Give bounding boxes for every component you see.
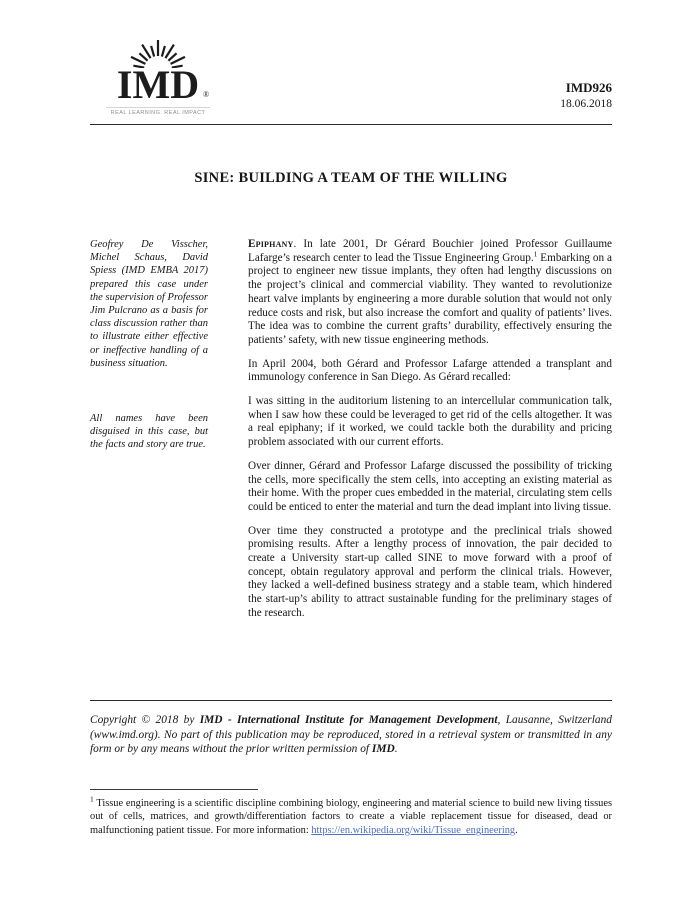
paragraph-conference: In April 2004, both Gérard and Professor Lafarge attended a transplant and immunology conference in San Diego. As Gérard recalled: <box>248 357 612 384</box>
logo-wordmark <box>116 62 210 107</box>
footnote-text <box>90 794 612 837</box>
footnote-end: . <box>515 824 518 836</box>
footnote-reference-1: 1 <box>533 248 538 258</box>
copyright-divider <box>90 700 612 701</box>
logo-text: IMD <box>116 62 200 107</box>
wikipedia-link[interactable]: https://en.wikipedia.org/wiki/Tissue_engineering <box>311 824 516 836</box>
header-divider <box>90 124 612 125</box>
copyright-notice <box>90 713 612 757</box>
footnote-divider <box>90 789 258 790</box>
content-columns <box>90 238 612 631</box>
epiphany-lead: Epiphany <box>248 238 294 250</box>
paragraph-dinner: Over dinner, Gérard and Professor Lafarge discussed the possibility of tricking the cells, more specifically the stem cells, into accepting an existing material as their home. With the proper cues embedded in the material, circulating stem cells could be enticed to enter the material and turn the dead implant into living tissue. <box>248 459 612 513</box>
paragraph-epiphany <box>248 238 612 348</box>
copyright-imd: IMD <box>371 743 395 756</box>
page-title: SINE: BUILDING A TEAM OF THE WILLING <box>194 170 508 186</box>
footnote-body: Tissue engineering is a scientific discipline combining biology, engineering and material science to build new living tissues out of cells, matrices, and growth/differentiation factors to create a viable replacement tissue for diseased, dead or malfunctioning patient tissue. For more information: <box>90 798 612 836</box>
sidebar-notes <box>90 238 208 631</box>
body-text <box>248 238 612 631</box>
paragraph-startup: Over time they constructed a prototype and the preclinical trials showed promising results. After a lengthy process of innovation, the pair decided to create a University start-up called SINE to move forward with a proof of concept, obtain regulatory approval and perform the clinical trials. However, they lacked a well-defined business strategy and a stable team, which hindered the start-up’s ability to attract sustainable funding for the preliminary stages of the research. <box>248 524 612 619</box>
copyright-imd-institute: IMD - International Institute for Management Development <box>199 714 498 726</box>
paragraph-epiphany-text: . In late 2001, Dr Gérard Bouchier joined Professor Guillaume Lafarge’s research center to lead the Tissue Engineering Group. <box>248 238 612 264</box>
attribution-note: Geofrey De Visscher, Michel Schaus, David Spiess (IMD EMBA 2017) prepared this case under the supervision of Professor Jim Pulcrano as a basis for class discussion rather than to illustrate either effective or ineffective handling of a business situation. <box>90 239 208 369</box>
block-quote: I was sitting in the auditorium listening to an intercellular communication talk, when I saw how these could be leveraged to get rid of the cells altogether. It was a real epiphany; if it worked, we could tackle both the durability and pricing problem associated with our current efforts. <box>248 395 612 449</box>
copyright-text-middle: , Lausanne, Switzerland (www.imd.org). No part of this publication may be reproduced, stored in a retrieval system or transmitted in any form or by any means without the prior written permission of <box>90 714 612 756</box>
footnote-number: 1 <box>90 794 94 804</box>
paragraph-epiphany-continued: Embarking on a project to engineer new tissue implants, they often had lengthy discussions on the project’s clinical and commercial viability. They wanted to revolutionize heart valve implants by engineering a more durable solution that would not only reduce costs and risk, but also increase the comfort and quality of patients’ lives. The idea was to combine the current grafts’ durability, effectively ensuring the patients’ safety, with new tissue engineering methods. <box>248 251 612 346</box>
document-id: IMD926 <box>565 80 612 95</box>
document-meta <box>560 80 612 110</box>
document-date: 18.06.2018 <box>560 98 612 110</box>
copyright-text-end: . <box>394 743 398 756</box>
imd-logo <box>106 26 210 116</box>
logo-tagline: REAL LEARNING. REAL IMPACT <box>106 107 210 116</box>
copyright-text-start: Copyright © 2018 by <box>90 714 200 726</box>
disclaimer-note: All names have been disguised in this case, but the facts and story are true. <box>90 413 208 451</box>
registered-mark-icon: ® <box>203 90 210 100</box>
